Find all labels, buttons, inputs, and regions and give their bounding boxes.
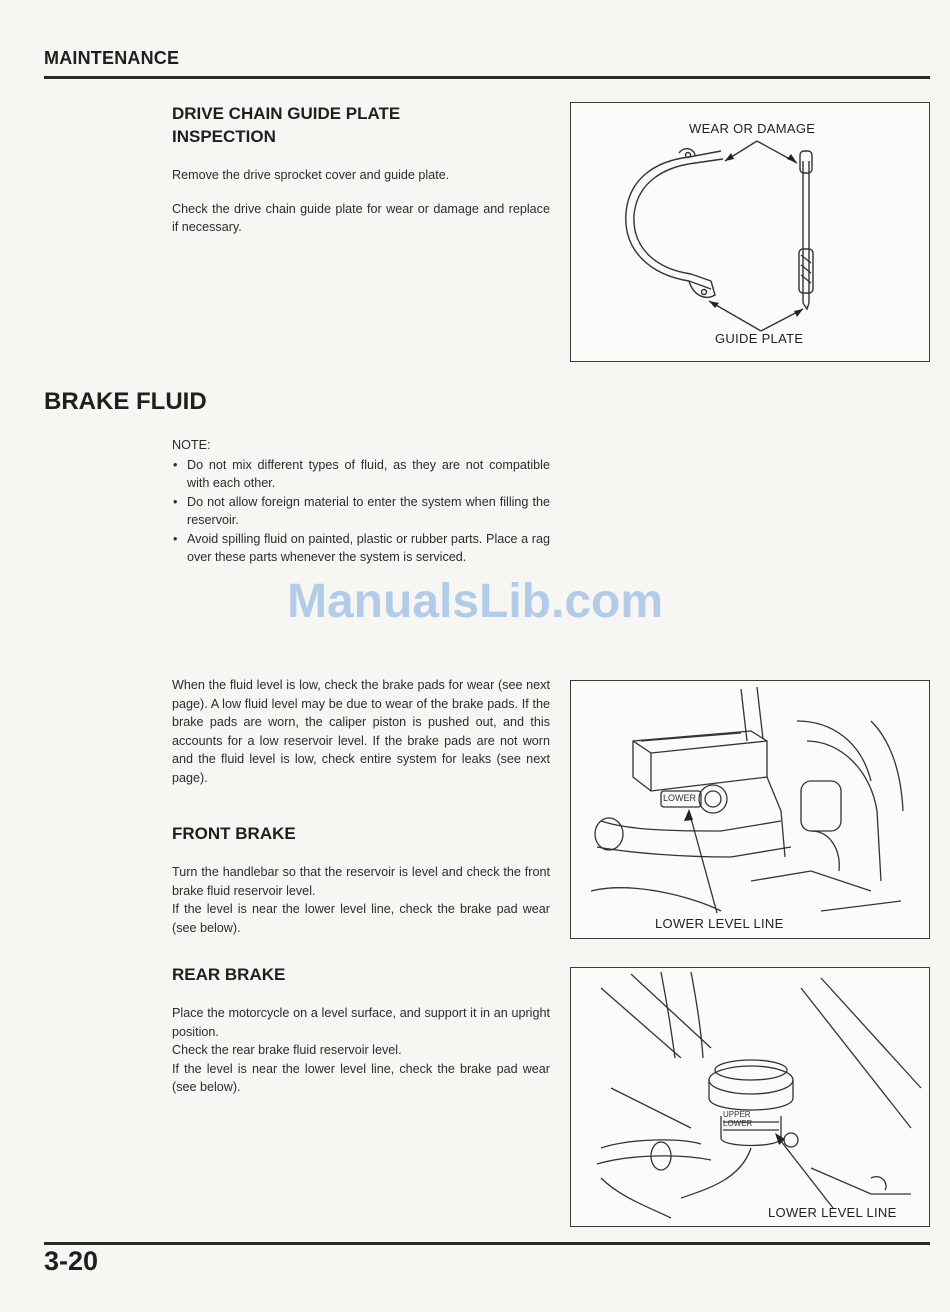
rear-brake-text [172, 1004, 550, 1097]
front-reservoir-drawing [571, 681, 929, 938]
rear-brake-line-2: Check the rear brake fluid reservoir level. [172, 1043, 402, 1057]
guide-plate-figure [570, 102, 930, 362]
brake-fluid-title: BRAKE FLUID [44, 388, 207, 415]
rear-brake-title: REAR BRAKE [172, 965, 286, 984]
front-brake-line-2: If the level is near the lower level line, check the brake pad wear (see below). [172, 902, 550, 935]
front-brake-line-1: Turn the handlebar so that the reservoir is level and check the front brake fluid reservoir level. [172, 865, 550, 898]
watermark: ManualsLib.com [286, 575, 664, 628]
guide-plate-drawing [571, 103, 929, 361]
guide-plate-label-wear: WEAR OR DAMAGE [689, 121, 816, 136]
guide-plate-title: DRIVE CHAIN GUIDE PLATE INSPECTION [172, 104, 401, 146]
rear-lower-level-label: LOWER LEVEL LINE [768, 1205, 897, 1220]
guide-plate-label-plate: GUIDE PLATE [715, 331, 804, 346]
footer-rule [44, 1242, 930, 1245]
brake-fluid-intro: When the fluid level is low, check the brake pads for wear (see next page). A low fluid level may be due to wear of the brake pads. If the brake pads are worn, the caliper piston is pushed out, and this accounts for a low reservoir level. If the brake pads are not worn and the fluid level is low, check entire system for leaks (see next page). [172, 678, 550, 785]
guide-plate-text [172, 166, 550, 252]
note-label: NOTE: [172, 438, 211, 452]
front-brake-title: FRONT BRAKE [172, 824, 296, 843]
rear-brake-line-1: Place the motorcycle on a level surface, and support it in an upright position. [172, 1006, 550, 1039]
note-item: • Do not mix different types of fluid, as they are not compatible with each other. [172, 456, 550, 493]
front-lower-level-label: LOWER LEVEL LINE [655, 916, 784, 931]
header-rule [44, 76, 930, 79]
front-reservoir-mark: LOWER [663, 793, 697, 803]
rear-brake-line-3: If the level is near the lower level line, check the brake pad wear (see below). [172, 1061, 550, 1094]
rear-reservoir-mark-lower: LOWER [723, 1119, 753, 1128]
guide-plate-paragraph-2: Check the drive chain guide plate for wear or damage and replace if necessary. [172, 201, 550, 234]
page-number: 3-20 [44, 1246, 99, 1276]
guide-plate-paragraph-1: Remove the drive sprocket cover and guide plate. [172, 168, 450, 182]
rear-reservoir-figure [570, 967, 930, 1227]
rear-reservoir-drawing [571, 968, 929, 1226]
front-brake-text [172, 863, 550, 937]
brake-fluid-note [172, 436, 550, 567]
note-list [172, 456, 550, 567]
note-item: • Avoid spilling fluid on painted, plastic or rubber parts. Place a rag over these parts whenever the system is serviced. [172, 530, 550, 567]
section-header: MAINTENANCE [44, 48, 180, 68]
front-reservoir-figure [570, 680, 930, 939]
note-item: • Do not allow foreign material to enter the system when filling the reservoir. [172, 493, 550, 530]
rear-reservoir-mark-upper: UPPER [723, 1110, 751, 1119]
